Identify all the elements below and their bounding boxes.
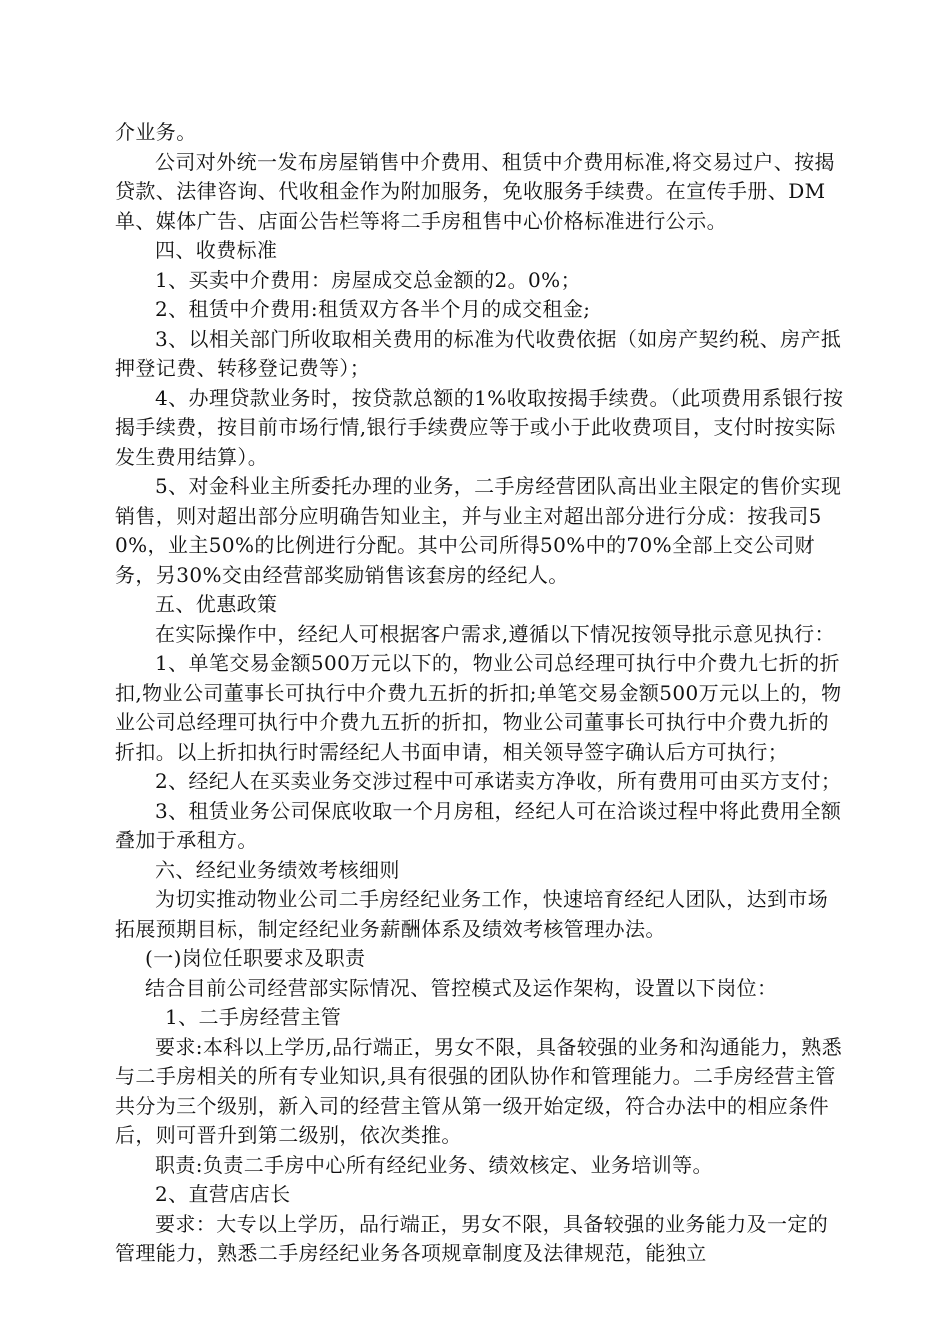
paragraph: 为切实推动物业公司二手房经纪业务工作，快速培育经纪人团队，达到市场拓展预期目标，制定经纪业务薪酬体系及绩效考核管理办法。 <box>115 887 829 941</box>
paragraph: 在实际操作中，经纪人可根据客户需求,遵循以下情况按领导批示意见执行： <box>155 621 835 646</box>
paragraph: 结合目前公司经营部实际情况、管控模式及运作架构，设置以下岗位： <box>145 975 778 1000</box>
list-item: 3、租赁业务公司保底收取一个月房租，经纪人可在洽谈过程中将此费用全额叠加于承租方。 <box>115 798 842 852</box>
paragraph: 要求:本科以上学历,品行端正，男女不限，具备较强的业务和沟通能力，熟悉 <box>155 1034 843 1059</box>
list-item: 1、买卖中介费用：房屋成交总金额的2。0%； <box>155 267 581 292</box>
paragraph: 公司对外统一发布房屋销售中介费用、租赁中介费用标准,将交易过户、按揭贷款、法律咨询、代收租金作为附加服务，免收服务手续费。在宣传手册、DM单、媒体广告、店面公告栏等将二手房租售中心价格标准进行公示。 <box>115 149 835 233</box>
list-item: 2、租赁中介费用:租赁双方各半个月的成交租金; <box>155 297 591 321</box>
list-item: 4、办理贷款业务时，按贷款总额的1%收取按揭手续费。（此项费用系银行按揭手续费，按目前市场行情,银行手续费应等于或小于此收费项目，支付时按实际发生费用结算）。 <box>115 385 844 469</box>
paragraph: 与二手房相关的所有专业知识,具有很强的团队协作和管理能力。二手房经营主管共分为三个级别，新入司的经营主管从第一级开始定级，符合办法中的相应条件后，则可晋升到第二级别，依次类推。 <box>115 1064 836 1147</box>
section-heading: 五、优惠政策 <box>155 592 278 616</box>
paragraph: 介业务。 <box>115 120 197 144</box>
list-item: 3、以相关部门所收取相关费用的标准为代收费依据（如房产契约税、房产抵押登记费、转移登记费等）； <box>115 326 842 380</box>
list-item: 1、单笔交易金额500万元以下的，物业公司总经理可执行中介费九七折的折扣,物业公司董事长可执行中介费九五折的折扣;单笔交易金额500万元以上的，物业公司总经理可执行中介费九五折的折扣，物业公司董事长可执行中介费九折的折扣。以上折扣执行时需经纪人书面申请，相关领导签字确认后方可执行； <box>115 651 842 764</box>
position-heading: 1、二手房经营主管 <box>165 1005 342 1029</box>
section-heading: 四、收费标准 <box>155 238 278 262</box>
position-heading: 2、直营店店长 <box>155 1182 291 1206</box>
section-heading: 六、经纪业务绩效考核细则 <box>155 857 400 882</box>
paragraph: 要求：大专以上学历，品行端正，男女不限，具备较强的业务能力及一定的管理能力，熟悉二手房经纪业务各项规章制度及法律规范，能独立 <box>115 1211 829 1265</box>
subsection-heading: (一)岗位任职要求及职责 <box>145 946 366 970</box>
list-item: 2、经纪人在买卖业务交涉过程中可承诺卖方净收，所有费用可由买方支付； <box>155 769 842 793</box>
document-body <box>115 118 845 1269</box>
list-item: 5、对金科业主所委托办理的业务，二手房经营团队高出业主限定的售价实现销售，则对超出部分应明确告知业主，并与业主对超出部分进行分成：按我司50%，业主50%的比例进行分配。其中公司所得50%中的70%全部上交公司财务，另30%交由经营部奖励销售该套房的经纪人。 <box>115 474 842 587</box>
paragraph: 职责:负责二手房中心所有经纪业务、绩效核定、业务培训等。 <box>155 1152 713 1177</box>
